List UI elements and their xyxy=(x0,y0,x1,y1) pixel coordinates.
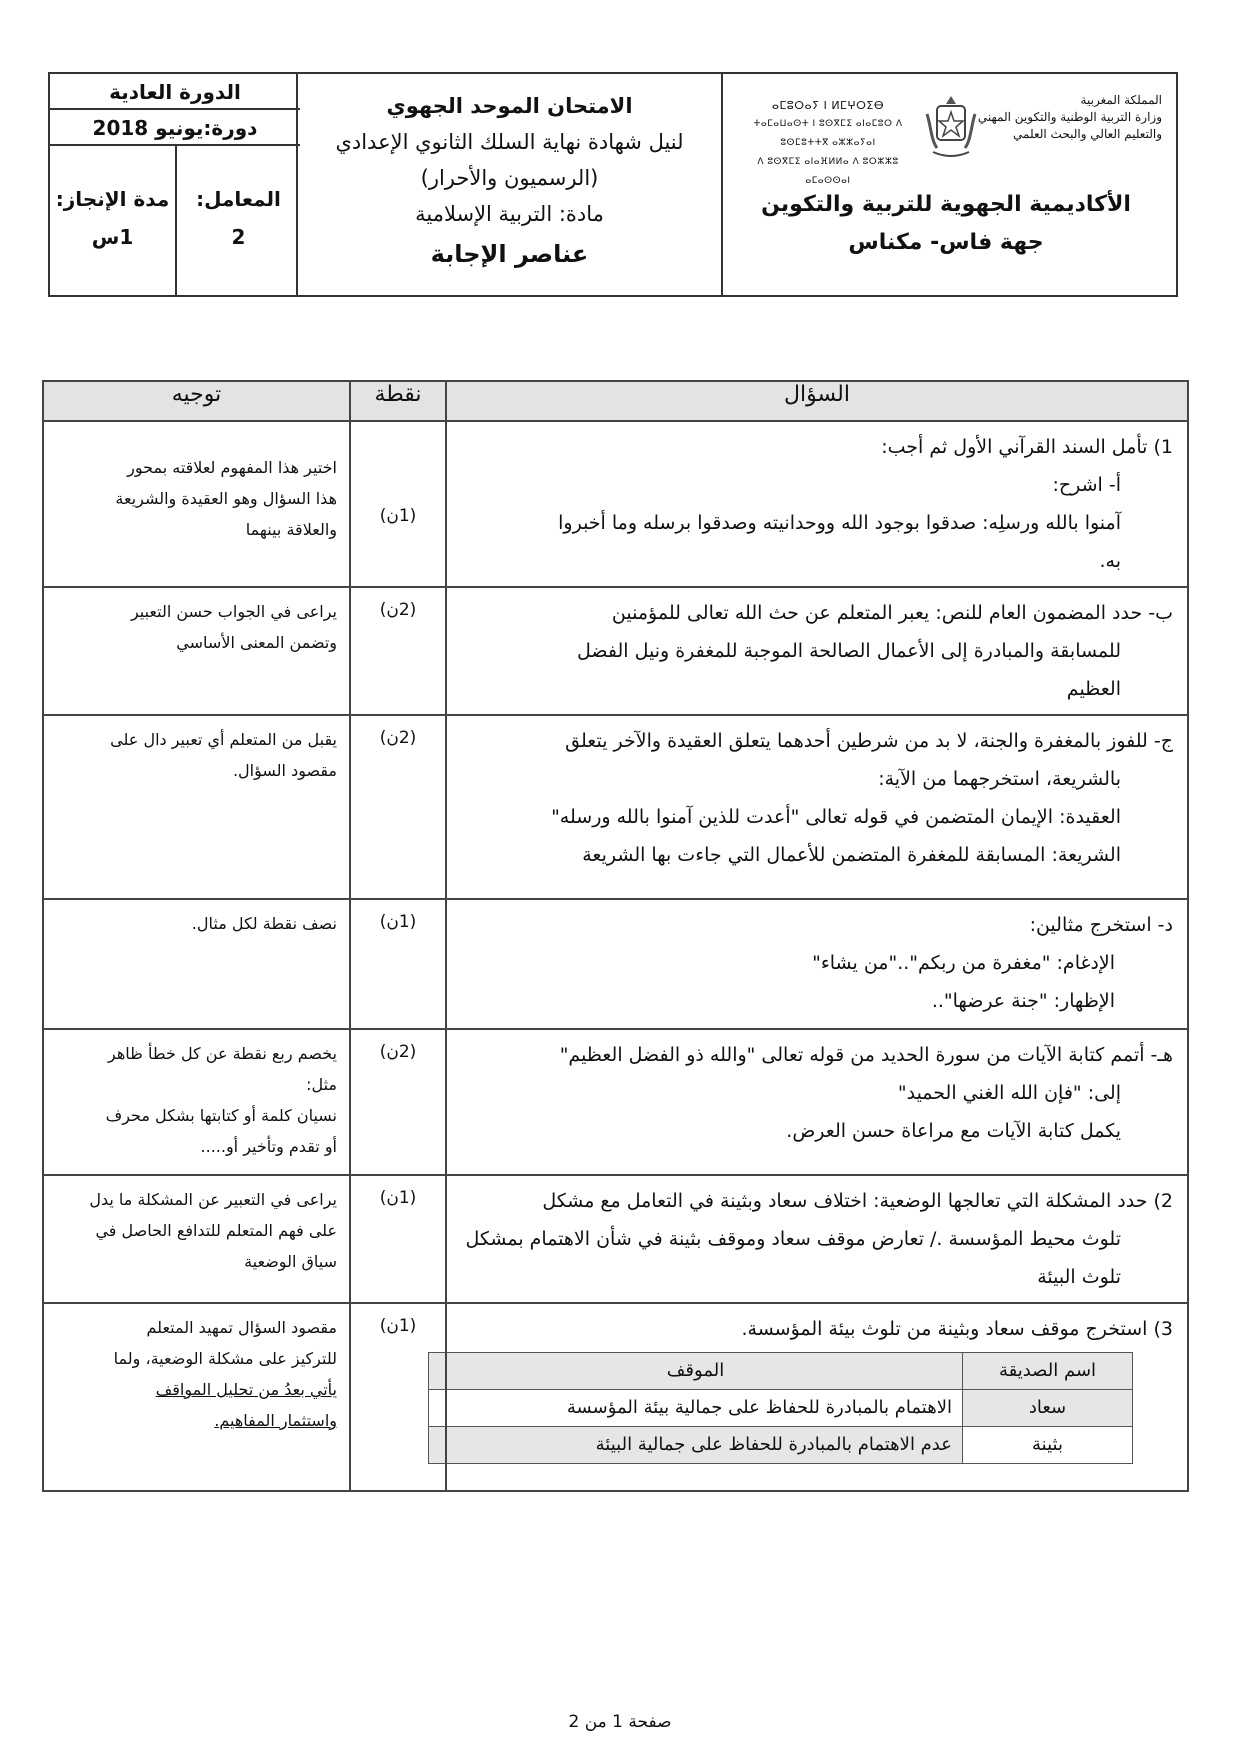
friend-position: الاهتمام بالمبادرة للحفاظ على جمالية بيئة المؤسسة xyxy=(429,1390,963,1427)
coefficient-label: المعامل: xyxy=(196,187,281,211)
answer-line: الشريعة: المسابقة للمغفرة المتضمن للأعمال التي جاءت بها الشريعة xyxy=(582,844,1121,866)
session-date: دورة:يونيو 2018 xyxy=(50,110,300,146)
answer-line: يكمل كتابة الآيات مع مراعاة حسن العرض. xyxy=(786,1120,1121,1142)
guidance-line: والعلاقة بينهما xyxy=(245,520,337,539)
answer-line: تلوث البيئة xyxy=(1037,1266,1121,1288)
table-row xyxy=(43,587,1188,715)
question-line: هـ- أتمم كتابة الآيات من سورة الحديد من قوله تعالى "والله ذو الفضل العظيم" xyxy=(559,1044,1173,1066)
table-row xyxy=(43,421,1188,587)
tifinagh-line: ⴷ ⵓⵙⴳⵎⵉ ⴰⵏⴰⴼⵍⵍⴰ ⴷ ⵓⵔⵣⵣⵓ ⴰⵎⴰⵙⵙⴰⵏ xyxy=(757,157,899,186)
guidance-line: مقصود السؤال. xyxy=(232,761,337,780)
guidance-cell xyxy=(43,1175,350,1303)
exam-info-block xyxy=(296,74,721,295)
guidance-line: يراعى في الجواب حسن التعبير xyxy=(130,602,337,621)
ministry-line: وزارة التربية الوطنية والتكوين المهني xyxy=(977,110,1162,124)
guidance-cell xyxy=(43,587,350,715)
table-row xyxy=(43,899,1188,1029)
academy-block xyxy=(746,186,1146,262)
academy-name: الأكاديمية الجهوية للتربية والتكوين xyxy=(761,192,1131,217)
sub-table-header-row xyxy=(429,1353,1133,1390)
answer-table xyxy=(42,380,1189,1492)
answer-line: العقيدة: الإيمان المتضمن في قوله تعالى "أعدت للذين آمنوا بالله ورسله" xyxy=(551,806,1121,828)
table-row xyxy=(43,1303,1188,1491)
duration-label: مدة الإنجاز: xyxy=(55,187,170,211)
friend-position: عدم الاهتمام بالمبادرة للحفاظ على جمالية البيئة xyxy=(429,1427,963,1464)
question-cell xyxy=(446,715,1188,899)
question-header: السؤال xyxy=(446,381,1188,421)
ministry-line: والتعليم العالي والبحث العلمي xyxy=(1013,127,1162,141)
question-cell xyxy=(446,1303,1188,1491)
subject-line: مادة: التربية الإسلامية xyxy=(415,202,604,226)
sub-table-row xyxy=(429,1427,1133,1464)
guidance-line: نصف نقطة لكل مثال. xyxy=(191,914,337,933)
certificate-line: لنيل شهادة نهاية السلك الثانوي الإعدادي xyxy=(335,130,684,154)
answer-line: به. xyxy=(1099,550,1121,572)
guidance-cell xyxy=(43,715,350,899)
position-header: الموقف xyxy=(429,1353,963,1390)
points-cell: (2ن) xyxy=(350,715,446,899)
answer-line: للمسابقة والمبادرة إلى الأعمال الصالحة الموجبة للمغفرة ونيل الفضل xyxy=(577,640,1121,662)
question-line: د- استخرج مثالين: xyxy=(1029,914,1173,936)
friend-name-header: اسم الصديقة xyxy=(963,1353,1133,1390)
ministry-block xyxy=(721,74,1176,295)
guidance-cell xyxy=(43,1303,350,1491)
exam-header xyxy=(48,72,1178,297)
question-line: ب- حدد المضمون العام للنص: يعبر المتعلم عن حث الله تعالى للمؤمنين xyxy=(611,602,1173,624)
question-line: ج- للفوز بالمغفرة والجنة، لا بد من شرطين أحدهما يتعلق العقيدة والآخر يتعلق xyxy=(565,730,1173,752)
table-header-row xyxy=(43,381,1188,421)
coefficient-cell xyxy=(175,146,300,295)
guidance-line: أو تقدم وتأخير أو..... xyxy=(200,1137,337,1156)
table-row xyxy=(43,1029,1188,1175)
points-cell: (1ن) xyxy=(350,421,446,587)
table-row xyxy=(43,1175,1188,1303)
guidance-line: هذا السؤال وهو العقيدة والشريعة xyxy=(115,489,337,508)
guidance-line: يقبل من المتعلم أي تعبير دال على xyxy=(110,730,337,749)
guidance-line: مقصود السؤال تمهيد المتعلم xyxy=(146,1318,337,1337)
friends-position-table xyxy=(428,1352,1133,1464)
tifinagh-line: ⴰⵎⵓⵔⴰⵢ ⵏ ⵍⵎⵖⵔⵉⴱ xyxy=(771,99,885,112)
guidance-cell xyxy=(43,899,350,1029)
guidance-header: توجيه xyxy=(43,381,350,421)
question-line: 2) حدد المشكلة التي تعالجها الوضعية: اختلاف سعاد وبثينة في التعامل مع مشكل xyxy=(542,1190,1173,1212)
answer-line: الإدغام: "مغفرة من ربكم".."من يشاء" xyxy=(812,952,1115,974)
kingdom-ministry-text xyxy=(972,92,1162,143)
friend-name: بثينة xyxy=(963,1427,1133,1464)
question-line: بالشريعة، استخرجهما من الآية: xyxy=(878,768,1121,790)
guidance-line: اختير هذا المفهوم لعلاقته بمحور xyxy=(127,458,337,477)
region-name: جهة فاس- مكناس xyxy=(848,230,1044,255)
session-block xyxy=(50,74,300,295)
coef-duration xyxy=(50,146,300,295)
guidance-line: للتركيز على مشكلة الوضعية، ولما xyxy=(113,1349,337,1368)
guidance-line: يراعى في التعبير عن المشكلة ما يدل xyxy=(89,1190,337,1209)
guidance-line: يخصم ربع نقطة عن كل خطأ ظاهر xyxy=(108,1044,337,1063)
points-cell: (2ن) xyxy=(350,587,446,715)
session-type: الدورة العادية xyxy=(50,74,300,110)
page-number: صفحة 1 من 2 xyxy=(568,1712,672,1732)
question-cell xyxy=(446,587,1188,715)
guidance-line: على فهم المتعلم للتدافع الحاصل في xyxy=(95,1221,337,1240)
points-cell: (1ن) xyxy=(350,899,446,1029)
tifinagh-line: ⵜⴰⵎⴰⵡⴰⵙⵜ ⵏ ⵓⵙⴳⵎⵉ ⴰⵏⴰⵎⵓⵔ ⴷ ⵓⵙⵎⵓⵜⵜⴳ ⴰⵣⵣⴰⵢⴰⵏ xyxy=(753,119,903,148)
answer-line: العظيم xyxy=(1066,678,1121,700)
guidance-line: وتضمن المعنى الأساسي xyxy=(176,633,337,652)
candidates-line: (الرسميون والأحرار) xyxy=(420,166,599,190)
exam-title: الامتحان الموحد الجهوي xyxy=(386,94,633,118)
points-header: نقطة xyxy=(350,381,446,421)
question-line: 1) تأمل السند القرآني الأول ثم أجب: xyxy=(881,436,1173,458)
duration-cell xyxy=(50,146,175,295)
question-line: 3) استخرج موقف سعاد وبثينة من تلوث بيئة المؤسسة. xyxy=(741,1318,1173,1340)
coefficient-value: 2 xyxy=(231,225,246,249)
points-cell: (2ن) xyxy=(350,1029,446,1175)
guidance-cell xyxy=(43,421,350,587)
kingdom-line: المملكة المغربية xyxy=(1080,93,1162,107)
answer-line: الإظهار: "جنة عرضها".. xyxy=(931,990,1115,1012)
guidance-line: مثل: xyxy=(306,1075,337,1094)
tifinagh-text xyxy=(737,96,919,191)
duration-value: 1س xyxy=(91,225,134,249)
question-line: إلى: "فإن الله الغني الحميد" xyxy=(897,1082,1121,1104)
question-cell xyxy=(446,1029,1188,1175)
question-line: أ- اشرح: xyxy=(1052,474,1121,496)
table-row xyxy=(43,715,1188,899)
question-cell xyxy=(446,1175,1188,1303)
guidance-cell xyxy=(43,1029,350,1175)
guidance-line: يأتي بعدُ من تحليل المواقف xyxy=(155,1380,337,1399)
sub-table-row xyxy=(429,1390,1133,1427)
friend-name: سعاد xyxy=(963,1390,1133,1427)
coat-of-arms-icon xyxy=(923,92,979,162)
points-cell: (1ن) xyxy=(350,1175,446,1303)
guidance-line: سياق الوضعية xyxy=(244,1252,337,1271)
document-type: عناصر الإجابة xyxy=(430,240,589,268)
answer-line: تلوث محيط المؤسسة ./ تعارض موقف سعاد وموقف بثينة في شأن الاهتمام بمشكل xyxy=(465,1228,1121,1250)
guidance-line: واستثمار المفاهيم. xyxy=(214,1411,337,1430)
answer-line: آمنوا بالله ورسلِه: صدقوا بوجود الله ووحدانيته وصدقوا برسله وما أخبروا xyxy=(558,512,1121,534)
points-cell: (1ن) xyxy=(350,1303,446,1491)
question-cell xyxy=(446,899,1188,1029)
guidance-line: نسيان كلمة أو كتابتها بشكل محرف xyxy=(105,1106,337,1125)
question-cell xyxy=(446,421,1188,587)
